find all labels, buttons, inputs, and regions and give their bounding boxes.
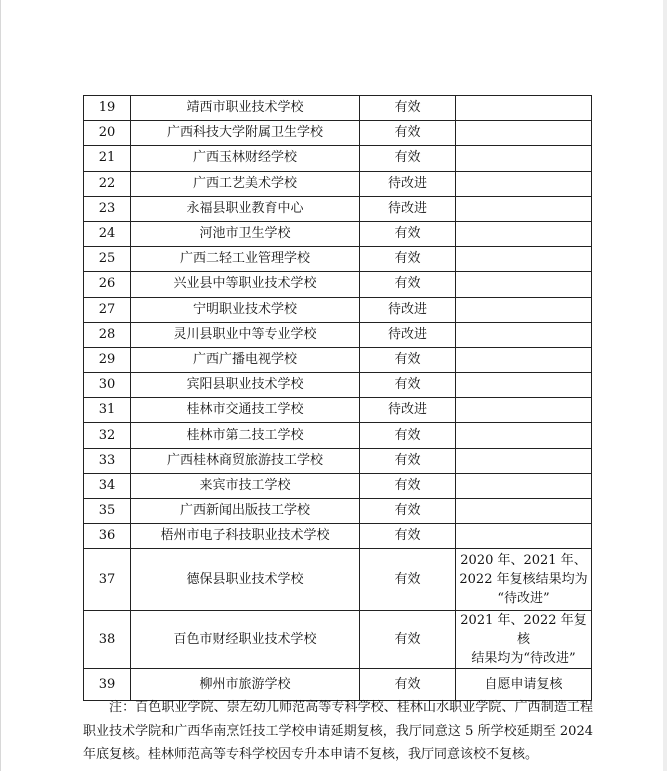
row-number-cell: 20 xyxy=(84,121,131,146)
table-row xyxy=(84,347,592,372)
table-row xyxy=(84,448,592,473)
review-result-cell: 有效 xyxy=(360,221,456,246)
school-name-cell: 永福县职业教育中心 xyxy=(131,196,360,221)
table-body xyxy=(84,96,592,701)
row-number-cell: 24 xyxy=(84,221,131,246)
row-number-cell: 36 xyxy=(84,524,131,549)
table-row xyxy=(84,196,592,221)
review-results-table xyxy=(83,95,592,701)
table-row xyxy=(84,373,592,398)
school-name-cell: 桂林市第二技工学校 xyxy=(131,423,360,448)
table-row xyxy=(84,611,592,669)
page-edge-left xyxy=(0,0,1,771)
review-result-cell: 有效 xyxy=(360,423,456,448)
row-number-cell: 33 xyxy=(84,448,131,473)
review-result-cell: 有效 xyxy=(360,146,456,171)
school-name-cell: 广西新闻出版技工学校 xyxy=(131,499,360,524)
school-name-cell: 广西二轻工业管理学校 xyxy=(131,247,360,272)
remark-cell xyxy=(456,473,592,498)
row-number-cell: 32 xyxy=(84,423,131,448)
table-row xyxy=(84,297,592,322)
remark-text: 2020 年、2021 年、 2022 年复核结果均为 “待改进” xyxy=(459,553,588,607)
row-number-cell: 26 xyxy=(84,272,131,297)
table-row xyxy=(84,423,592,448)
table-row xyxy=(84,549,592,611)
school-name-cell: 宾阳县职业技术学校 xyxy=(131,373,360,398)
row-number-cell: 38 xyxy=(84,611,131,669)
row-number-cell: 30 xyxy=(84,373,131,398)
table-row xyxy=(84,247,592,272)
table-row xyxy=(84,473,592,498)
review-result-cell: 有效 xyxy=(360,121,456,146)
page-edge-right xyxy=(663,0,667,771)
row-number-cell: 29 xyxy=(84,347,131,372)
table-row xyxy=(84,96,592,121)
remark-text: 自愿申请复核 xyxy=(484,677,563,693)
review-result-cell: 待改进 xyxy=(360,171,456,196)
remark-cell xyxy=(456,171,592,196)
table-row xyxy=(84,272,592,297)
table-row xyxy=(84,171,592,196)
row-number-cell: 19 xyxy=(84,96,131,121)
review-result-cell: 有效 xyxy=(360,611,456,669)
table-row xyxy=(84,121,592,146)
row-number-cell: 25 xyxy=(84,247,131,272)
row-number-cell: 21 xyxy=(84,146,131,171)
table-row xyxy=(84,398,592,423)
remark-cell xyxy=(456,96,592,121)
review-result-cell: 有效 xyxy=(360,473,456,498)
remark-cell xyxy=(456,121,592,146)
school-name-cell: 梧州市电子科技职业技术学校 xyxy=(131,524,360,549)
review-result-cell: 有效 xyxy=(360,448,456,473)
school-name-cell: 广西玉林财经学校 xyxy=(131,146,360,171)
review-result-cell: 有效 xyxy=(360,524,456,549)
remark-cell xyxy=(456,272,592,297)
row-number-cell: 35 xyxy=(84,499,131,524)
remark-cell xyxy=(456,611,592,669)
review-result-cell: 待改进 xyxy=(360,322,456,347)
row-number-cell: 22 xyxy=(84,171,131,196)
review-result-cell: 有效 xyxy=(360,347,456,372)
school-name-cell: 柳州市旅游学校 xyxy=(131,669,360,701)
school-name-cell: 靖西市职业技术学校 xyxy=(131,96,360,121)
remark-cell xyxy=(456,347,592,372)
school-name-cell: 河池市卫生学校 xyxy=(131,221,360,246)
row-number-cell: 31 xyxy=(84,398,131,423)
row-number-cell: 27 xyxy=(84,297,131,322)
review-result-cell: 待改进 xyxy=(360,398,456,423)
remark-cell xyxy=(456,146,592,171)
table-row xyxy=(84,221,592,246)
row-number-cell: 39 xyxy=(84,669,131,701)
remark-cell xyxy=(456,322,592,347)
remark-cell xyxy=(456,221,592,246)
school-name-cell: 广西科技大学附属卫生学校 xyxy=(131,121,360,146)
remark-cell xyxy=(456,196,592,221)
review-result-cell: 待改进 xyxy=(360,196,456,221)
review-result-cell: 有效 xyxy=(360,499,456,524)
row-number-cell: 23 xyxy=(84,196,131,221)
table-row xyxy=(84,524,592,549)
remark-cell xyxy=(456,373,592,398)
remark-cell xyxy=(456,524,592,549)
school-name-cell: 德保县职业技术学校 xyxy=(131,549,360,611)
school-name-cell: 百色市财经职业技术学校 xyxy=(131,611,360,669)
remark-cell xyxy=(456,297,592,322)
school-name-cell: 宁明职业技术学校 xyxy=(131,297,360,322)
row-number-cell: 28 xyxy=(84,322,131,347)
school-name-cell: 兴业县中等职业技术学校 xyxy=(131,272,360,297)
table-row xyxy=(84,322,592,347)
school-name-cell: 广西工艺美术学校 xyxy=(131,171,360,196)
review-result-cell: 待改进 xyxy=(360,297,456,322)
school-name-cell: 广西广播电视学校 xyxy=(131,347,360,372)
school-name-cell: 桂林市交通技工学校 xyxy=(131,398,360,423)
review-result-cell: 有效 xyxy=(360,373,456,398)
remark-cell xyxy=(456,448,592,473)
remark-cell xyxy=(456,499,592,524)
review-result-cell: 有效 xyxy=(360,669,456,701)
row-number-cell: 37 xyxy=(84,549,131,611)
remark-text: 2021 年、2022 年复核 结果均为“待改进” xyxy=(460,613,587,667)
review-result-cell: 有效 xyxy=(360,549,456,611)
footnote: 注：百色职业学院、崇左幼儿师范高等专科学校、桂林山水职业学院、广西制造工程职业技术学院和广西华南烹饪技工学校申请延期复核，我厅同意这 5 所学校延期至 2024 年底复核。桂林师范高等专科学校因专升本申请不复核，我厅同意该校不复核。 xyxy=(83,700,593,762)
school-name-cell: 广西桂林商贸旅游技工学校 xyxy=(131,448,360,473)
school-name-cell: 来宾市技工学校 xyxy=(131,473,360,498)
remark-cell xyxy=(456,423,592,448)
remark-cell xyxy=(456,549,592,611)
remark-cell xyxy=(456,398,592,423)
review-result-cell: 有效 xyxy=(360,272,456,297)
remark-cell xyxy=(456,247,592,272)
review-result-cell: 有效 xyxy=(360,247,456,272)
row-number-cell: 34 xyxy=(84,473,131,498)
school-name-cell: 灵川县职业中等专业学校 xyxy=(131,322,360,347)
table-row xyxy=(84,146,592,171)
table-row xyxy=(84,499,592,524)
review-result-cell: 有效 xyxy=(360,96,456,121)
